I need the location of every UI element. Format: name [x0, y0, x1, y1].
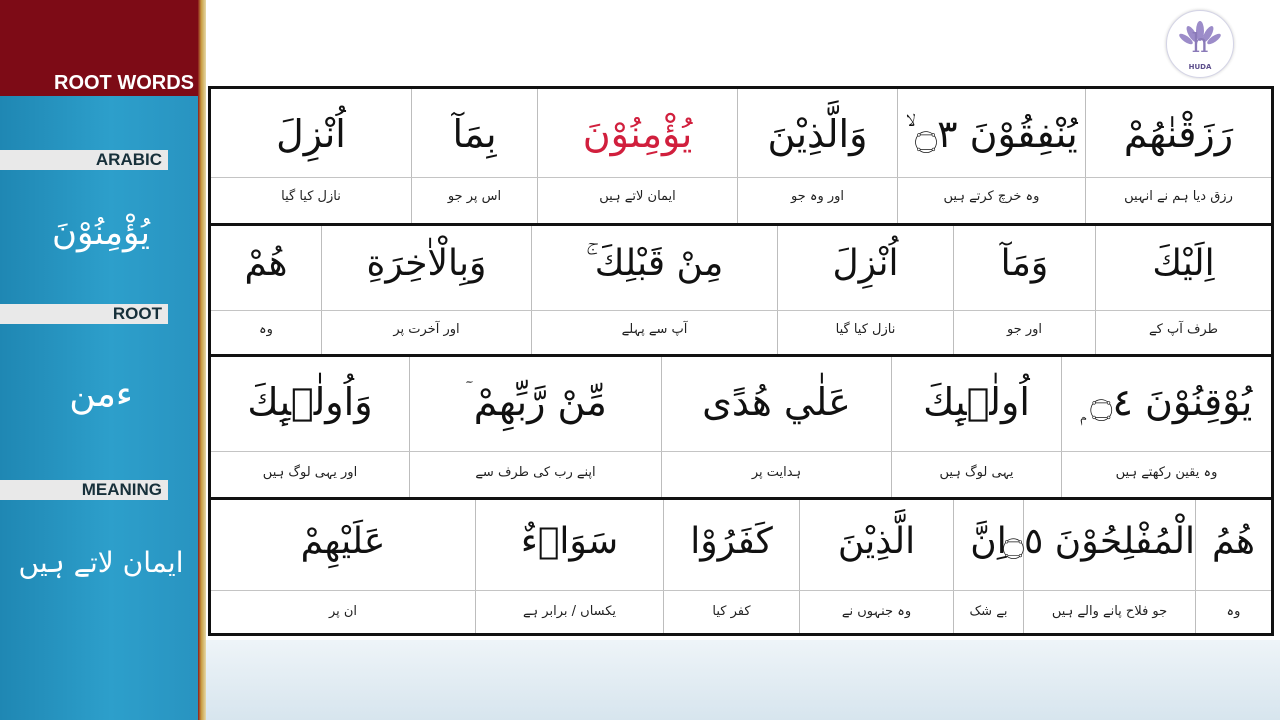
meaning-divider [211, 177, 1271, 178]
arabic-word: اُنْزِلَ [276, 112, 346, 156]
logo-letter: h [1191, 29, 1209, 59]
word-cell [321, 226, 531, 354]
urdu-meaning: ان پر [328, 604, 358, 619]
urdu-meaning: نازل کیا گیا [835, 322, 896, 337]
word-cell [211, 226, 321, 354]
arabic-word: سَوَاۗءٌ [520, 521, 619, 562]
arabic-word: يُؤْمِنُوْنَ [582, 112, 693, 156]
word-cell [411, 89, 537, 223]
huda-logo [1166, 10, 1234, 78]
sidebar-title: ROOT WORDS [0, 70, 202, 96]
word-cell [1095, 226, 1271, 354]
word-cell [1002, 500, 1195, 633]
arabic-word: اُنْزِلَ [832, 243, 899, 284]
word-cell [1195, 500, 1271, 633]
word-cell [953, 226, 1095, 354]
urdu-meaning: آپ سے پہلے [621, 322, 688, 337]
word-cell [1061, 357, 1271, 497]
arabic-word: يُنْفِقُوْنَ ۝٣ ۙ [905, 112, 1078, 156]
word-cell [409, 357, 661, 497]
arabic-word: اِلَيْكَ [1152, 243, 1215, 284]
word-cell [663, 500, 799, 633]
urdu-meaning: وہ یقین رکھتے ہیں [1115, 465, 1218, 480]
word-cell [777, 226, 953, 354]
urdu-meaning: وہ جنہوں نے [841, 604, 912, 619]
arabic-word: مِنْ قَبْلِكَ ۚ [585, 243, 724, 284]
arabic-word: وَمَآ [1000, 243, 1049, 284]
urdu-meaning: نازل کیا گیا [281, 189, 341, 204]
arabic-word: عَلَيْهِمْ [300, 521, 386, 562]
arabic-word: مِّنْ رَّبِّهِمْ ۤ [464, 380, 607, 424]
word-cell [799, 500, 953, 633]
urdu-meaning: اور یہی لوگ ہیں [262, 465, 358, 480]
bottom-strip [206, 640, 1280, 720]
word-cell [211, 500, 475, 633]
arabic-word: بِمَآ [452, 112, 497, 156]
sidebar-top-banner [0, 0, 202, 70]
word-table [208, 86, 1274, 636]
sidebar [0, 0, 202, 720]
arabic-word: هُمْ [244, 243, 288, 284]
urdu-meaning: اور جو [1006, 322, 1043, 337]
arabic-word: اِنَّ [970, 521, 1007, 562]
urdu-meaning: ایمان لاتے ہیں [599, 189, 676, 204]
arabic-word: عَلٰي هُدًى [702, 380, 851, 424]
arabic-word: رَزَقْنٰهُمْ [1123, 112, 1234, 156]
meaning-divider [211, 590, 1271, 591]
word-cell [737, 89, 897, 223]
urdu-meaning: ہدایت پر [751, 465, 802, 480]
urdu-meaning: وہ خرچ کرتے ہیں [943, 189, 1040, 204]
table-row [211, 226, 1271, 354]
arabic-word: كَفَرُوْا [690, 521, 773, 562]
word-cell [537, 89, 737, 223]
word-cell [211, 357, 409, 497]
urdu-meaning: وہ [1226, 604, 1241, 619]
urdu-meaning: بے شک [969, 604, 1008, 619]
urdu-meaning: جو فلاح پانے والے ہیں [1051, 604, 1168, 619]
logo-text: HUDA [1188, 63, 1212, 71]
arabic-label: ARABIC [0, 150, 168, 170]
urdu-meaning: یہی لوگ ہیں [939, 465, 1014, 480]
arabic-word: الَّذِيْنَ [837, 521, 916, 562]
table-row [211, 357, 1271, 497]
root-value: ءمن [69, 374, 133, 415]
word-cell [661, 357, 891, 497]
arabic-word: وَالَّذِيْنَ [767, 112, 868, 156]
urdu-meaning: اور وہ جو [790, 189, 845, 204]
meaning-value: ایمان لاتے ہیں [18, 546, 184, 579]
word-cell [211, 89, 411, 223]
urdu-meaning: یکساں / برابر ہے [522, 604, 617, 619]
word-cell [531, 226, 777, 354]
word-cell [891, 357, 1061, 497]
urdu-meaning: طرف آپ کے [1149, 322, 1218, 337]
arabic-word: اُولٰۗىِٕكَ [923, 380, 1030, 424]
arabic-word: وَبِالْاٰخِرَةِ [366, 243, 487, 284]
sidebar-edge [198, 0, 206, 720]
word-cell [1085, 89, 1271, 223]
root-label: ROOT [0, 304, 168, 324]
urdu-meaning: وہ [259, 322, 273, 337]
word-cell [475, 500, 663, 633]
arabic-word: هُمُ [1212, 521, 1255, 562]
urdu-meaning: کفر کیا [712, 604, 751, 619]
arabic-word: وَاُولٰۗىِٕكَ [247, 380, 373, 424]
table-row [211, 500, 1271, 633]
urdu-meaning: اس پر جو [447, 189, 502, 204]
arabic-word: يُوْقِنُوْنَ ۝٤ ۭ [1080, 380, 1253, 424]
meaning-divider [211, 310, 1271, 311]
urdu-meaning: اپنے رب کی طرف سے [475, 465, 596, 480]
table-row [211, 89, 1271, 223]
arabic-word: الْمُفْلِحُوْنَ ۝٥ [1002, 521, 1195, 562]
word-cell [897, 89, 1085, 223]
urdu-meaning: رزق دیا ہم نے انہیں [1124, 189, 1233, 204]
word-cell [953, 500, 1023, 633]
arabic-value: يُؤْمِنُوْنَ [51, 213, 151, 253]
meaning-divider [211, 451, 1271, 452]
urdu-meaning: اور آخرت پر [393, 322, 460, 337]
meaning-label: MEANING [0, 480, 168, 500]
